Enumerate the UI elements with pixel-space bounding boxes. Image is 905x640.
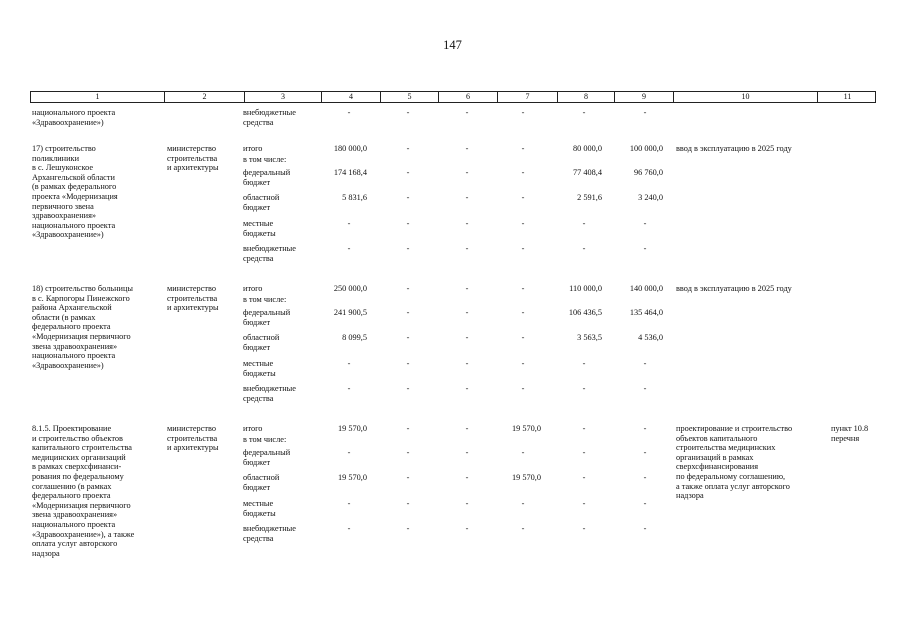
table-header-row (30, 91, 876, 103)
project-description: 17) строительство поликлиники в с. Лешуконское Архангельской области (в рамках федерального проекта «Модернизация первичного звена здравоохранения» национального проекта «Здравоохранение») (32, 144, 118, 240)
funding-value: - (521, 524, 525, 533)
funding-value: - (643, 473, 647, 482)
continuation-value: - (643, 108, 647, 117)
funding-value: - (582, 424, 586, 433)
funding-value: - (521, 144, 525, 153)
funding-value: - (465, 333, 469, 342)
funding-value: - (643, 424, 647, 433)
funding-value: - (465, 473, 469, 482)
funding-value: - (406, 193, 410, 202)
responsible-ministry: министерство строительства и архитектуры (167, 144, 219, 173)
header-cell-8: 8 (557, 92, 614, 102)
funding-value: 106 436,5 (568, 308, 602, 317)
funding-value: - (465, 524, 469, 533)
funding-value: - (521, 168, 525, 177)
funding-source: в том числе: (243, 155, 287, 164)
continuation-description: национального проекта «Здравоохранение») (32, 108, 116, 127)
funding-value: - (406, 168, 410, 177)
funding-value: - (347, 219, 351, 228)
funding-source: в том числе: (243, 435, 287, 444)
funding-value: - (347, 448, 351, 457)
funding-value: 3 563,5 (577, 333, 602, 342)
funding-source: итого (243, 284, 263, 293)
funding-value: - (643, 448, 647, 457)
funding-value: 174 168,4 (333, 168, 367, 177)
funding-value: - (406, 448, 410, 457)
funding-value: - (643, 384, 647, 393)
funding-value: - (465, 499, 469, 508)
funding-value: - (406, 144, 410, 153)
header-cell-3: 3 (244, 92, 321, 102)
funding-value: 5 831,6 (342, 193, 367, 202)
funding-value: 19 570,0 (337, 473, 367, 482)
continuation-source: внебюджетные средства (243, 108, 296, 127)
funding-value: - (465, 168, 469, 177)
funding-value: - (406, 359, 410, 368)
responsible-ministry: министерство строительства и архитектуры (167, 284, 219, 313)
funding-source: в том числе: (243, 295, 287, 304)
funding-value: - (643, 499, 647, 508)
funding-value: - (465, 359, 469, 368)
funding-value: - (582, 448, 586, 457)
funding-value: - (582, 499, 586, 508)
funding-value: - (582, 359, 586, 368)
funding-value: - (521, 244, 525, 253)
funding-value: - (465, 219, 469, 228)
funding-value: - (582, 244, 586, 253)
funding-value: 4 536,0 (638, 333, 663, 342)
funding-value: - (347, 359, 351, 368)
funding-source: федеральный бюджет (243, 308, 291, 327)
funding-value: - (521, 333, 525, 342)
funding-value: - (521, 308, 525, 317)
funding-value: - (406, 473, 410, 482)
funding-value: - (465, 308, 469, 317)
funding-value: 135 464,0 (629, 308, 663, 317)
funding-value: 2 591,6 (577, 193, 602, 202)
responsible-ministry: министерство строительства и архитектуры (167, 424, 219, 453)
continuation-value: - (465, 108, 469, 117)
funding-value: - (406, 219, 410, 228)
funding-value: - (643, 359, 647, 368)
funding-value: - (406, 384, 410, 393)
funding-source: местные бюджеты (243, 359, 276, 378)
continuation-value: - (347, 108, 351, 117)
continuation-value: - (406, 108, 410, 117)
funding-value: - (465, 424, 469, 433)
funding-source: областной бюджет (243, 473, 280, 492)
funding-value: - (465, 193, 469, 202)
funding-source: внебюджетные средства (243, 384, 296, 403)
funding-value: - (347, 244, 351, 253)
funding-value: - (347, 384, 351, 393)
funding-value: - (582, 384, 586, 393)
funding-source: местные бюджеты (243, 219, 276, 238)
funding-value: 180 000,0 (333, 144, 367, 153)
funding-value: - (347, 499, 351, 508)
funding-value: - (347, 524, 351, 533)
header-cell-5: 5 (380, 92, 438, 102)
funding-value: 19 570,0 (511, 473, 541, 482)
funding-value: - (406, 284, 410, 293)
header-cell-1: 1 (95, 92, 100, 101)
continuation-value: - (582, 108, 586, 117)
funding-value: 110 000,0 (569, 284, 602, 293)
funding-source: внебюджетные средства (243, 244, 296, 263)
funding-value: 100 000,0 (629, 144, 663, 153)
funding-value: - (582, 473, 586, 482)
funding-value: - (406, 333, 410, 342)
funding-value: - (465, 284, 469, 293)
funding-value: - (406, 308, 410, 317)
funding-value: - (643, 244, 647, 253)
header-cell-6: 6 (438, 92, 497, 102)
project-description: 8.1.5. Проектирование и строительство объектов капитального строительства медицинских организаций в рамках сверхсфинанси- рования по федеральному соглашению (в рамках федерального проекта «Модернизация первичного звена здравоохранения» национального проекта «Здравоохранение»), а также оплата услуг авторского надзора (32, 424, 135, 558)
funding-source: областной бюджет (243, 193, 280, 212)
funding-value: 96 760,0 (633, 168, 663, 177)
funding-value: - (643, 219, 647, 228)
funding-value: 250 000,0 (333, 284, 367, 293)
funding-value: - (521, 284, 525, 293)
funding-value: - (582, 524, 586, 533)
funding-value: - (521, 499, 525, 508)
funding-source: внебюджетные средства (243, 524, 296, 543)
header-cell-11: 11 (817, 92, 877, 102)
funding-value: 241 900,5 (333, 308, 367, 317)
funding-source: итого (243, 144, 263, 153)
funding-value: - (406, 524, 410, 533)
header-cell-9: 9 (614, 92, 673, 102)
reference-note: пункт 10.8 перечня (831, 424, 869, 443)
funding-value: - (521, 193, 525, 202)
funding-value: - (521, 219, 525, 228)
continuation-value: - (521, 108, 525, 117)
header-cell-2: 2 (164, 92, 244, 102)
funding-value: - (406, 244, 410, 253)
funding-value: - (465, 144, 469, 153)
funding-value: - (521, 359, 525, 368)
funding-value: - (521, 384, 525, 393)
funding-value: 8 099,5 (342, 333, 367, 342)
funding-value: - (643, 524, 647, 533)
funding-value: - (406, 424, 410, 433)
funding-value: 80 000,0 (572, 144, 602, 153)
funding-source: федеральный бюджет (243, 168, 291, 187)
expected-result: ввод в эксплуатацию в 2025 году (676, 144, 792, 153)
funding-value: 19 570,0 (511, 424, 541, 433)
funding-value: - (465, 384, 469, 393)
project-description: 18) строительство больницы в с. Карпогоры Пинежского района Архангельской области (в рамках федерального проекта «Модернизация первичного звена здравоохранения» национального проекта «Здравоохранение») (32, 284, 133, 370)
funding-source: областной бюджет (243, 333, 280, 352)
header-cell-7: 7 (497, 92, 557, 102)
expected-result: ввод в эксплуатацию в 2025 году (676, 284, 792, 293)
funding-value: - (406, 499, 410, 508)
funding-value: 77 408,4 (572, 168, 602, 177)
funding-value: - (582, 219, 586, 228)
header-cell-10: 10 (673, 92, 817, 102)
funding-value: 19 570,0 (337, 424, 367, 433)
funding-value: - (465, 244, 469, 253)
page-number: 147 (443, 38, 462, 52)
funding-value: - (465, 448, 469, 457)
funding-value: 140 000,0 (629, 284, 663, 293)
funding-source: федеральный бюджет (243, 448, 291, 467)
funding-source: местные бюджеты (243, 499, 276, 518)
expected-result: проектирование и строительство объектов капитального строительства медицинских организаций в рамках сверхсфинансирования по федеральному соглашению, а также оплата услуг авторского надзора (676, 424, 793, 501)
header-cell-4: 4 (321, 92, 380, 102)
funding-source: итого (243, 424, 263, 433)
funding-value: 3 240,0 (638, 193, 663, 202)
funding-value: - (521, 448, 525, 457)
